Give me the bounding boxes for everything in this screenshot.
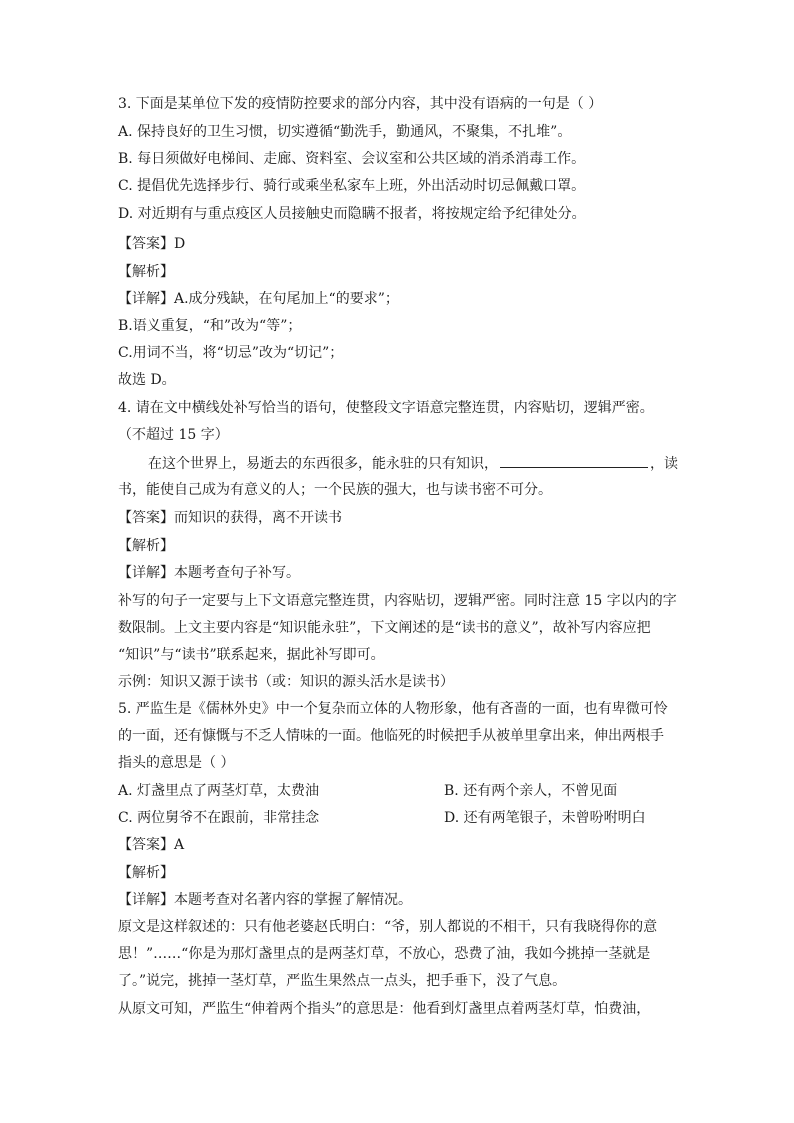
q3-option-d [118, 204, 586, 224]
q3-analysis-label: 【解析】 [118, 264, 174, 280]
q3-option-d-end: 。 [571, 206, 586, 222]
q4-detail-4: “知识”与“读书”联系起来，据此补写即可。 [118, 647, 385, 663]
q5-option-a: A. 灯盏里点了两茎灯草，太费油 [118, 783, 320, 799]
q4-detail-5: 示例：知识又源于读书（或：知识的源头活水是读书） [118, 674, 454, 690]
answer-blank [500, 453, 648, 468]
q4-detail-2: 补写的句子一定要与上下文语意完整连贯，内容贴切，逻辑严密。同时注意 15 字以内的字 [118, 593, 677, 609]
q5-stem-3: 指头的意思是（ ） [118, 755, 235, 771]
q5-option-c: C. 两位舅爷不在跟前，非常挂念 [118, 810, 320, 826]
q4-passage-pre: 在这个世界上，易逝去的东西很多，能永驻的只有知识， [148, 456, 498, 472]
q5-detail-1: 【详解】本题考查对名著内容的掌握了解情况。 [118, 892, 412, 908]
q3-stem: 3. 下面是某单位下发的疫情防控要求的部分内容，其中没有语病的一句是（ ） [118, 96, 603, 112]
q5-detail-3: 思！”……“你是为那灯盏里点的是两茎灯草，不放心，恐费了油，我如今挑掉一茎就是 [118, 946, 651, 962]
q4-passage-post: ，读 [650, 456, 678, 472]
q3-option-d-text: D. 对近期有与重点疫区人员接触史而隐瞒不报者，将按规定给予纪律处分 [118, 206, 572, 222]
q5-option-b: B. 还有两个亲人，不曾见面 [444, 783, 618, 799]
q3-answer: 【答案】D [118, 236, 186, 252]
q3-option-a: A. 保持良好的卫生习惯，切实遵循“勤洗手，勤通风，不聚集，不扎堆”。 [118, 124, 572, 140]
q3-detail-1: 【详解】A.成分残缺，在句尾加上“的要求”； [118, 291, 399, 307]
q3-option-c: C. 提倡优先选择步行、骑行或乘坐私家车上班，外出活动时切忌佩戴口罩。 [118, 178, 586, 194]
q3-detail-3: C.用词不当，将“切忌”改为“切记”； [118, 345, 344, 361]
q3-detail-4: 故选 D。 [118, 372, 176, 388]
q3-detail-2: B.语义重复，“和”改为“等”； [118, 318, 302, 334]
q5-detail-5: 从原文可知，严监生“伸着两个指头”的意思是：他看到灯盏里点着两茎灯草，怕费油， [118, 1001, 651, 1017]
q4-stem: 4. 请在文中横线处补写恰当的语句，使整段文字语意完整连贯，内容贴切，逻辑严密。 [118, 400, 654, 416]
q3-option-b: B. 每日须做好电梯间、走廊、资料室、会议室和公共区域的消杀消毒工作。 [118, 151, 586, 167]
q5-detail-4: 了。”说完，挑掉一茎灯草，严监生果然点一点头，把手垂下，没了气息。 [118, 973, 567, 989]
q5-stem-2: 的一面，还有慷慨与不乏人情味的一面。他临死的时候把手从被单里拿出来，伸出两根手 [118, 728, 664, 744]
q5-option-d: D. 还有两笔银子，未曾吩咐明白 [444, 810, 646, 826]
q5-answer: 【答案】A [118, 837, 185, 853]
q4-answer: 【答案】而知识的获得，离不开读书 [118, 510, 342, 526]
q4-detail-1: 【详解】本题考查句子补写。 [118, 565, 300, 581]
q4-passage-line-2: 书，能使自己成为有意义的人；一个民族的强大，也与读书密不可分。 [118, 482, 552, 498]
q4-detail-3: 数限制。上文主要内容是“知识能永驻”，下文阐述的是“读书的意义”，故补写内容应把 [118, 620, 651, 636]
q5-analysis-label: 【解析】 [118, 865, 174, 881]
q4-limit: （不超过 15 字） [118, 427, 229, 443]
q4-analysis-label: 【解析】 [118, 538, 174, 554]
q5-detail-2: 原文是这样叙述的：只有他老婆赵氏明白：“爷，别人都说的不相干，只有我晓得你的意 [118, 919, 658, 935]
q4-passage-line-1 [148, 453, 678, 474]
q5-stem-1: 5. 严监生是《儒林外史》中一个复杂而立体的人物形象，他有吝啬的一面，也有卑微可怜 [118, 701, 668, 717]
